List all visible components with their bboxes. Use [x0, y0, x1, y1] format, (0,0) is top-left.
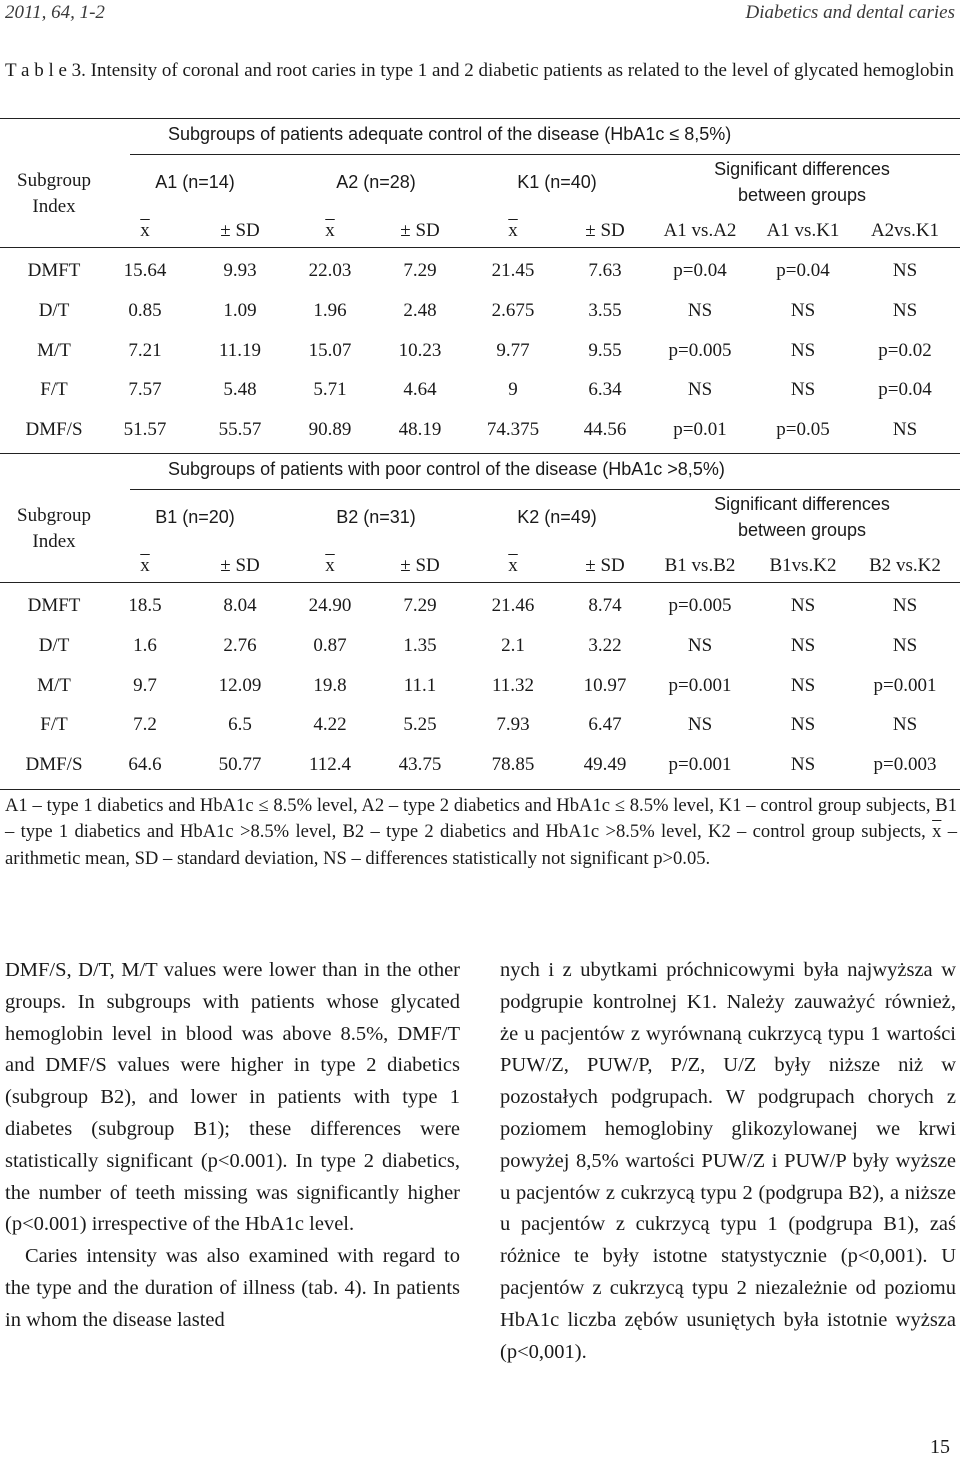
mean-column-header: $\overline{x}$ — [508, 555, 518, 576]
index-cell: M/T — [37, 339, 71, 361]
mean-symbol: $\overline{x}$ — [932, 821, 942, 843]
table-cell: 0.87 — [313, 634, 347, 656]
table-cell: p=0.04 — [673, 260, 727, 281]
sig-title-line: Significant differences — [714, 494, 890, 514]
table-cell: 18.5 — [128, 595, 162, 616]
sd-column-header: ± SD — [220, 555, 260, 576]
sd-column-header: ± SD — [400, 220, 440, 241]
table-cell: 9.7 — [133, 674, 157, 696]
table-cell: 78.85 — [491, 754, 535, 776]
table-cell: NS — [892, 419, 918, 441]
table-cell: 8.04 — [223, 595, 257, 616]
mean-column-header: $\overline{x}$ — [508, 220, 518, 241]
index-label: Index — [32, 196, 76, 217]
paragraph: Caries intensity was also examined with regard to the type and the duration of illness (tab. 4). In patients in whom the disease lasted — [5, 1245, 460, 1331]
table-cell: 24.90 — [308, 595, 352, 616]
table-cell: 4.22 — [313, 714, 347, 736]
table-cell: p=0.001 — [873, 674, 937, 696]
table-caption — [5, 58, 957, 83]
comparison-header: A2vs.K1 — [870, 220, 940, 241]
mean-column-header: $\overline{x}$ — [325, 555, 335, 576]
comparison-header: B1 vs.B2 — [664, 555, 736, 576]
subgroup-label: Subgroup — [17, 170, 91, 191]
table-cell: 2.1 — [501, 634, 525, 656]
table-cell: 5.25 — [403, 714, 437, 736]
table-cell: 64.6 — [128, 754, 162, 776]
table-cell: 7.93 — [496, 714, 530, 736]
comparison-header: B1vs.K2 — [769, 555, 837, 576]
table-cell: 1.6 — [133, 634, 157, 656]
index-cell: D/T — [38, 634, 70, 656]
table-cell: NS — [687, 714, 713, 736]
paragraph: DMF/S, D/T, M/T values were lower than in the other groups. In subgroups with patients whose glycated hemoglobin level in blood was above 8.5%, DMF/T and DMF/S values were higher in type 2 diabetics (subgroup B2), and lower in patients with type 1 diabetes (subgroup B1); these differences were statistically significant (p<0.001). In type 2 diabetics, the number of teeth missing was significantly higher (p<0.001) irrespective of the HbA1c level. — [5, 959, 460, 1236]
table-footnote — [5, 793, 957, 872]
index-cell: DMFT — [27, 595, 81, 616]
table-cell: 1.35 — [403, 634, 437, 656]
mean-column-header: $\overline{x}$ — [140, 220, 150, 241]
table-cell: 4.64 — [403, 379, 437, 401]
table-rule — [130, 489, 960, 490]
table-rule — [130, 154, 960, 155]
table-cell: p=0.005 — [668, 339, 732, 361]
sd-column-header: ± SD — [585, 555, 625, 576]
comparison-header: B2 vs.K2 — [869, 555, 941, 576]
index-cell: F/T — [40, 714, 68, 736]
table-rule — [0, 118, 960, 119]
index-cell: D/T — [38, 299, 70, 321]
table-cell: NS — [790, 714, 816, 736]
table-cell: p=0.003 — [873, 754, 937, 776]
mean-column-header: $\overline{x}$ — [140, 555, 150, 576]
caption-text: Intensity of coronal and root caries in type 1 and 2 diabetic patients as related to the level of glycated hemoglobin — [90, 60, 954, 81]
table-cell: p=0.04 — [878, 379, 932, 401]
table-cell: 8.74 — [588, 595, 622, 616]
group-header: K1 (n=40) — [517, 172, 597, 192]
index-cell: DMFT — [27, 260, 81, 281]
table-cell: p=0.01 — [673, 419, 727, 441]
table-cell: 15.64 — [123, 260, 167, 281]
table-cell: NS — [892, 299, 918, 321]
table-cell: 55.57 — [218, 419, 262, 441]
table-cell: 0.85 — [128, 299, 162, 321]
table-rule — [0, 453, 960, 454]
table-cell: 9 — [508, 379, 518, 401]
sig-title-line: between groups — [737, 185, 867, 205]
table-cell: 6.34 — [588, 379, 622, 401]
sd-column-header: ± SD — [220, 220, 260, 241]
footnote-text-1: A1 – type 1 diabetics and HbA1c ≤ 8.5% level, A2 – type 2 diabetics and HbA1c ≤ 8.5% level, K1 – control group subjects, B1 – type 1 diabetics and HbA1c >8.5% level, B2 – type 2 diabetics and HbA1c >8.5% level, K2 – control group subjects, — [5, 795, 957, 843]
index-cell: DMF/S — [25, 754, 83, 776]
table-rule — [0, 247, 960, 248]
table-cell: NS — [687, 634, 713, 656]
table-cell: p=0.02 — [878, 339, 932, 361]
table-cell: NS — [790, 674, 816, 696]
significance-header — [682, 156, 922, 208]
table-cell: NS — [892, 595, 918, 616]
table-cell: NS — [892, 260, 918, 281]
table-cell: 11.19 — [218, 339, 262, 361]
table-cell: 48.19 — [398, 419, 442, 441]
table-cell: 51.57 — [123, 419, 167, 441]
table-cell: NS — [790, 299, 816, 321]
table-cell: 15.07 — [308, 339, 352, 361]
table-cell: 22.03 — [308, 260, 352, 281]
table-cell: 10.23 — [398, 339, 442, 361]
table-cell: 7.57 — [128, 379, 162, 401]
sd-column-header: ± SD — [400, 555, 440, 576]
table-cell: 3.22 — [588, 634, 622, 656]
table-number: 3. — [71, 60, 86, 81]
table-cell: 11.1 — [403, 674, 437, 696]
table-cell: 50.77 — [218, 754, 262, 776]
sig-title-line: between groups — [737, 520, 867, 540]
index-cell: M/T — [37, 674, 71, 696]
table-cell: NS — [790, 754, 816, 776]
significance-header — [682, 491, 922, 543]
index-cell: DMF/S — [25, 419, 83, 441]
table-cell: p=0.04 — [776, 260, 830, 281]
table-cell: 6.47 — [588, 714, 622, 736]
running-header-right: Diabetics and dental caries — [745, 2, 955, 23]
table-cell: 21.46 — [491, 595, 535, 616]
table-label: T a b l e — [5, 60, 67, 81]
running-header-left: 2011, 64, 1-2 — [5, 2, 105, 23]
index-cell: F/T — [40, 379, 68, 401]
table-cell: 90.89 — [308, 419, 352, 441]
table-rule — [0, 789, 960, 790]
table-cell: 5.48 — [223, 379, 257, 401]
index-label: Index — [32, 531, 76, 552]
table-cell: 19.8 — [313, 674, 347, 696]
group-header: B1 (n=20) — [155, 507, 235, 527]
table-cell: NS — [687, 379, 713, 401]
table-cell: 7.63 — [588, 260, 622, 281]
table-cell: 12.09 — [218, 674, 262, 696]
table-cell: 1.09 — [223, 299, 257, 321]
table-cell: 9.77 — [496, 339, 530, 361]
table-cell: 7.29 — [403, 595, 437, 616]
table-cell: 5.71 — [313, 379, 347, 401]
table-cell: 112.4 — [308, 754, 352, 776]
comparison-header: A1 vs.K1 — [766, 220, 840, 241]
table-cell: NS — [892, 634, 918, 656]
page-number: 15 — [930, 1436, 950, 1458]
paragraph: nych i z ubytkami próchnicowymi była najwyższa w podgrupie kontrolnej K1. Należy zauważyć również, że u pacjentów z wyrównaną cukrzycą typu 1 wartości PUW/Z, PUW/P, P/Z, U/Z były niższe niż w pozostałych podgrupach. W podgrupach chorych z poziomem hemoglobiny glikozylowanej we krwi powyżej 8,5% wartości PUW/Z i PUW/P były wyższe u pacjentów z cukrzycą typu 2 (podgrupa B2), a niższe u pacjentów z cukrzycą typu 1 (podgrupa B1), zaś różnice te były istotne statystycznie (p<0,001). U pacjentów z cukrzycą typu 2 niezależnie od poziomu HbA1c liczba zębów usuniętych była istotnie wyższa (p<0,001). — [500, 959, 956, 1363]
group-header: A1 (n=14) — [155, 172, 235, 192]
table-cell: NS — [790, 379, 816, 401]
table-cell: 7.21 — [128, 339, 162, 361]
table-cell: NS — [790, 595, 816, 616]
table-rule — [0, 582, 960, 583]
table-cell: 7.2 — [133, 714, 157, 736]
table-cell: 43.75 — [398, 754, 442, 776]
mean-column-header: $\overline{x}$ — [325, 220, 335, 241]
table-cell: 2.675 — [491, 299, 535, 321]
table-cell: 9.55 — [588, 339, 622, 361]
footnote-text-2: – arithmetic mean, SD – standard deviation, NS – differences statistically not significant p>0.05. — [5, 821, 957, 869]
section-title: Subgroups of patients with poor control of the disease (HbA1c >8,5%) — [168, 459, 725, 479]
table-cell: p=0.005 — [668, 595, 732, 616]
table-cell: 44.56 — [583, 419, 627, 441]
body-column-right — [500, 955, 956, 1368]
group-header: B2 (n=31) — [336, 507, 416, 527]
table-cell: 10.97 — [583, 674, 627, 696]
sd-column-header: ± SD — [585, 220, 625, 241]
table-cell: p=0.001 — [668, 674, 732, 696]
table-cell: 2.48 — [403, 299, 437, 321]
table-cell: NS — [892, 714, 918, 736]
body-column-left — [5, 955, 460, 1337]
table-cell: 74.375 — [486, 419, 540, 441]
table-cell: 21.45 — [491, 260, 535, 281]
table-cell: 11.32 — [491, 674, 535, 696]
table-cell: 3.55 — [588, 299, 622, 321]
sig-title-line: Significant differences — [714, 159, 890, 179]
table-cell: 49.49 — [583, 754, 627, 776]
table-cell: 2.76 — [223, 634, 257, 656]
table-cell: 7.29 — [403, 260, 437, 281]
table-cell: p=0.001 — [668, 754, 732, 776]
table-cell: 9.93 — [223, 260, 257, 281]
table-cell: NS — [790, 339, 816, 361]
group-header: K2 (n=49) — [517, 507, 597, 527]
table-cell: p=0.05 — [776, 419, 830, 441]
comparison-header: A1 vs.A2 — [663, 220, 737, 241]
table-cell: 6.5 — [228, 714, 252, 736]
section-title: Subgroups of patients adequate control of the disease (HbA1c ≤ 8,5%) — [168, 124, 732, 144]
table-cell: 1.96 — [313, 299, 347, 321]
group-header: A2 (n=28) — [336, 172, 416, 192]
subgroup-label: Subgroup — [17, 505, 91, 526]
table-cell: NS — [687, 299, 713, 321]
table-cell: NS — [790, 634, 816, 656]
